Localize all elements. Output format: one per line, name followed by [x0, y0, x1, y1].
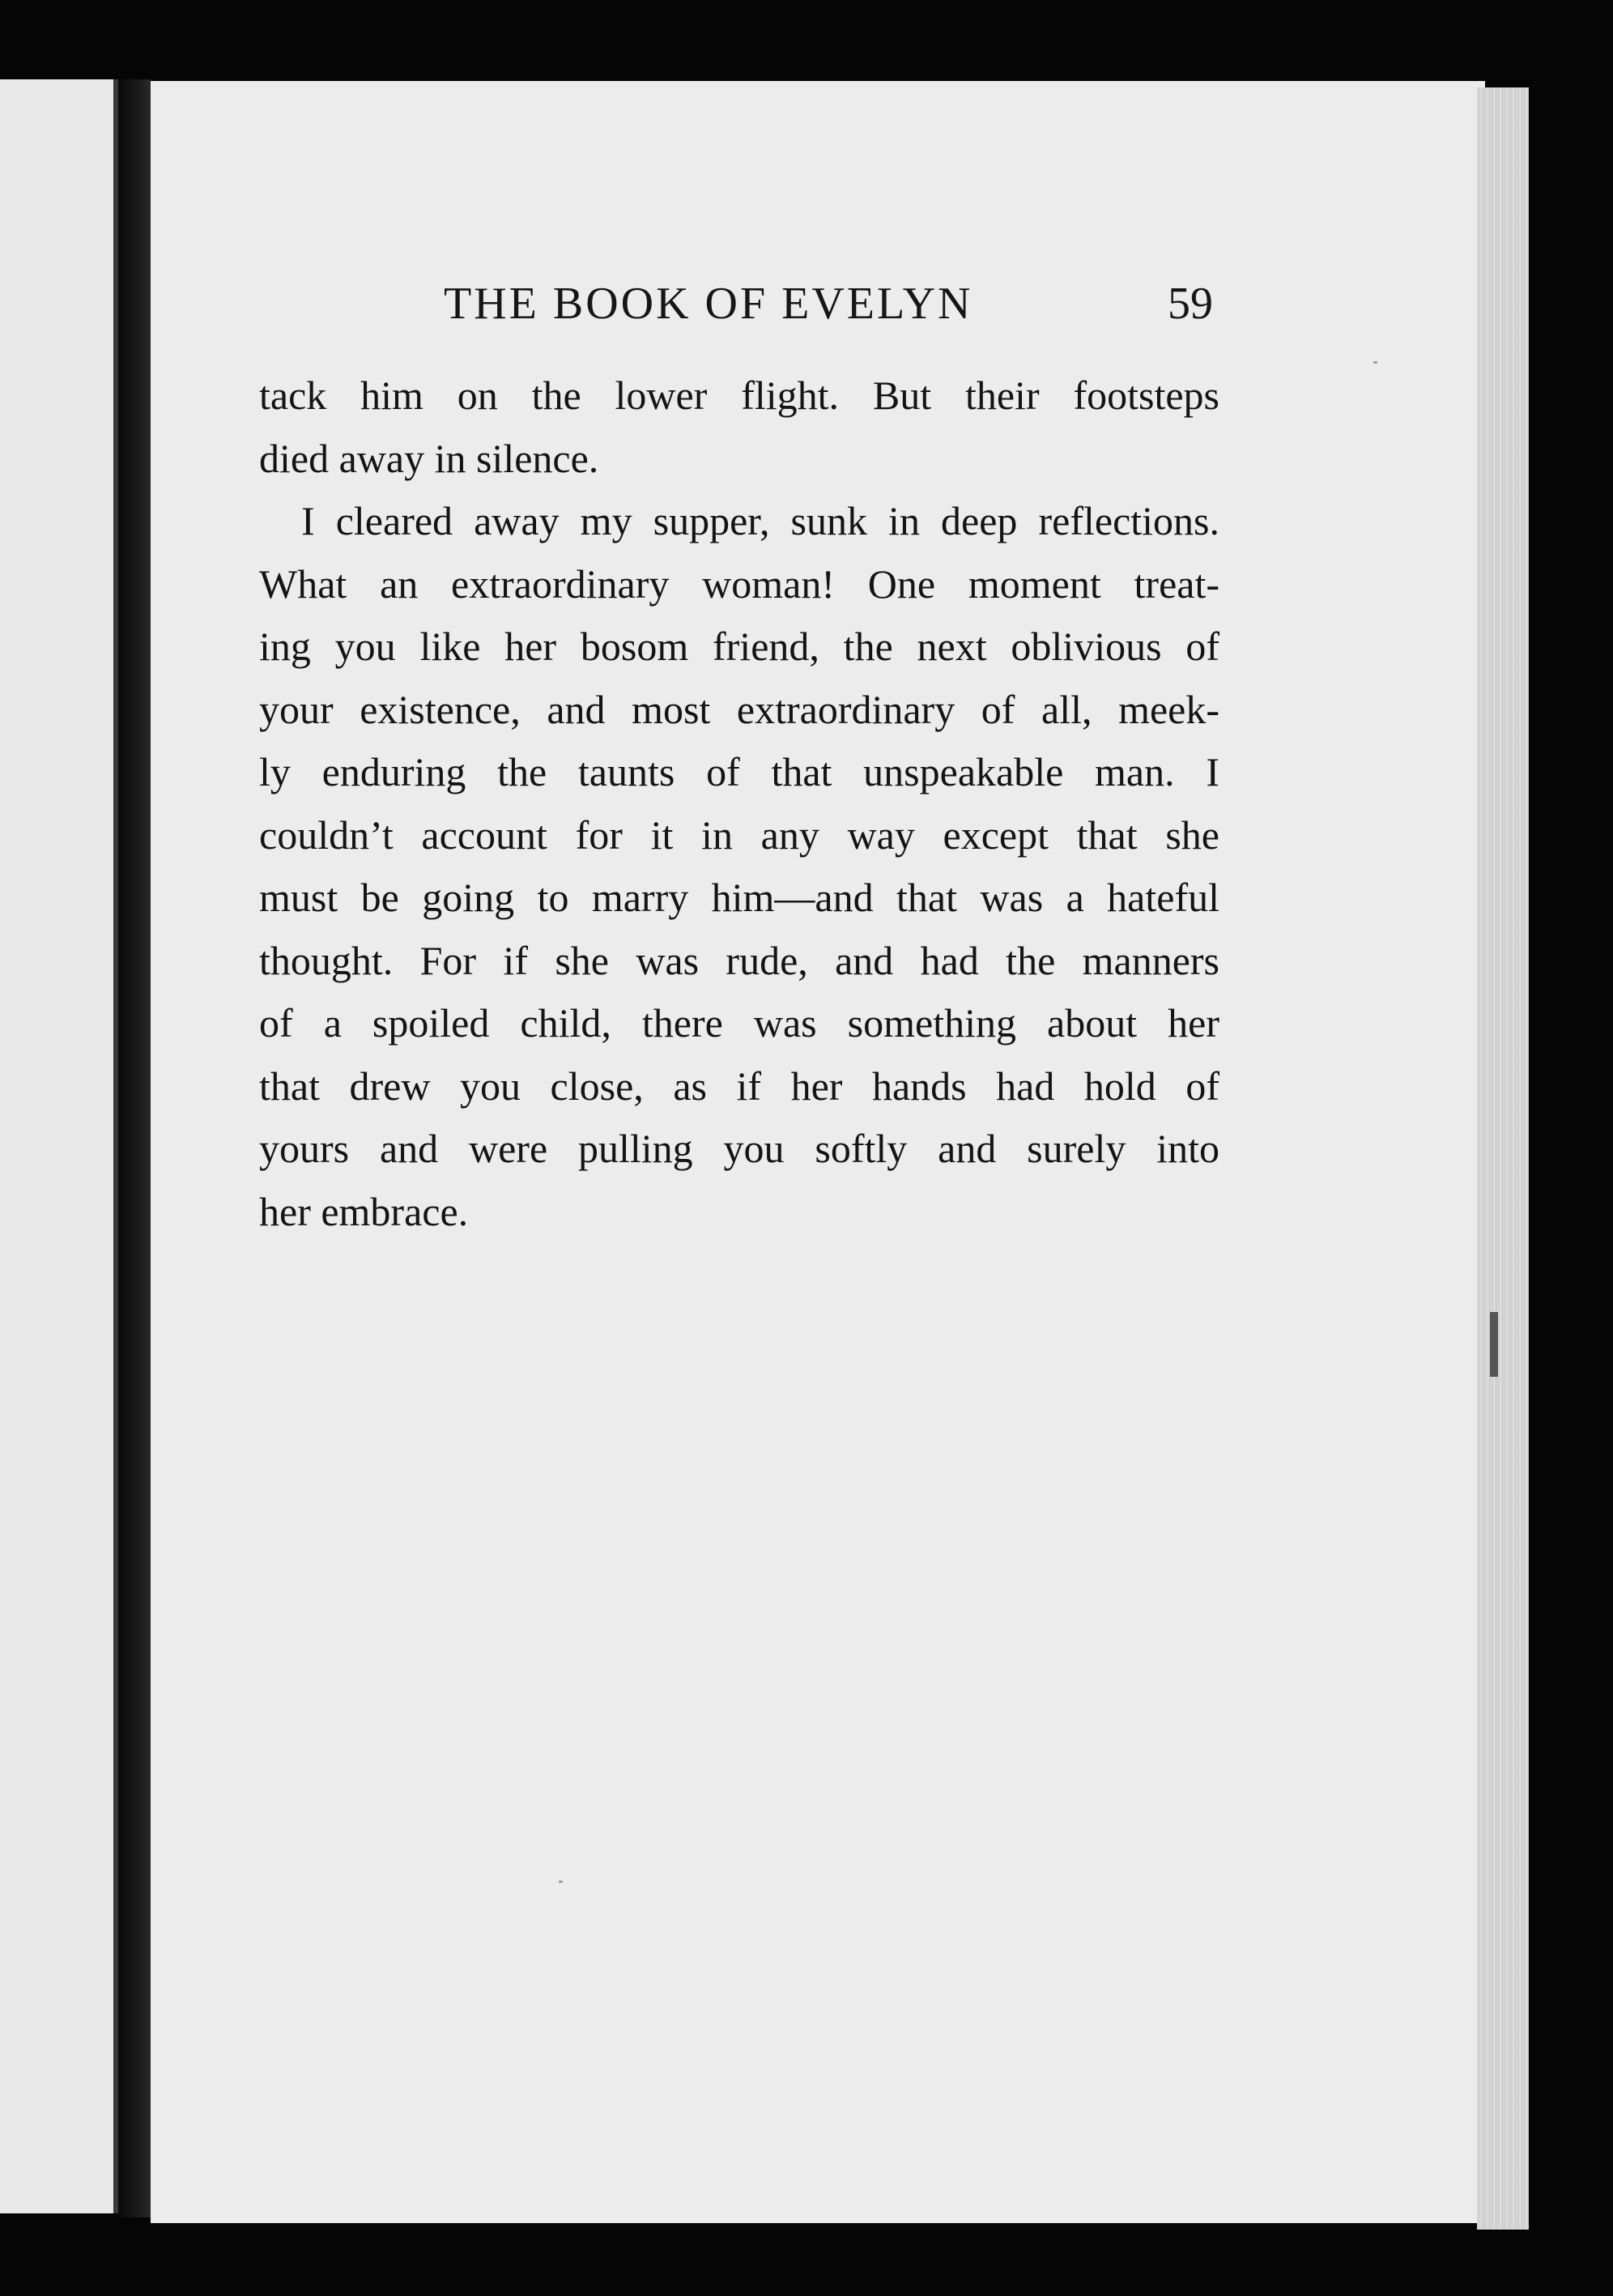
paper-speck — [1373, 361, 1377, 364]
page-stack-edge — [1477, 87, 1529, 2230]
text-line: thought. For if she was rude, and had the manners — [259, 937, 1219, 983]
paragraph — [259, 364, 1219, 490]
text-line: What an extraordinary woman! One moment treat- — [259, 560, 1219, 607]
book-gutter — [118, 79, 151, 2217]
page-number: 59 — [1168, 279, 1213, 329]
text-line: must be going to marry him—and that was a hateful — [259, 875, 1219, 920]
text-line: of a spoiled child, there was something about her — [259, 1000, 1219, 1046]
text-line: that drew you close, as if her hands had hold of — [259, 1063, 1219, 1109]
text-line: I cleared away my supper, sunk in deep reflections. — [301, 498, 1219, 543]
page-header — [436, 278, 1213, 343]
page-edge-mark — [1490, 1312, 1498, 1377]
facing-page-edge — [0, 79, 118, 2213]
text-line: your existence, and most extraordinary of all, meek- — [259, 686, 1219, 732]
text-line: her embrace. — [259, 1188, 469, 1234]
text-line: ly enduring the taunts of that unspeakable man. I — [259, 749, 1219, 794]
paragraph — [259, 490, 1219, 1243]
text-line: couldn’t account for it in any way except that she — [259, 811, 1219, 858]
text-line: tack him on the lower flight. But their footsteps — [259, 373, 1219, 418]
paper-speck — [559, 1881, 563, 1883]
text-line: died away in silence. — [259, 435, 599, 481]
page-body — [259, 364, 1219, 1243]
text-line: yours and were pulling you softly and surely into — [259, 1126, 1219, 1171]
text-line: ing you like her bosom friend, the next oblivious of — [259, 624, 1219, 669]
running-title: THE BOOK OF EVELYN — [444, 279, 973, 329]
